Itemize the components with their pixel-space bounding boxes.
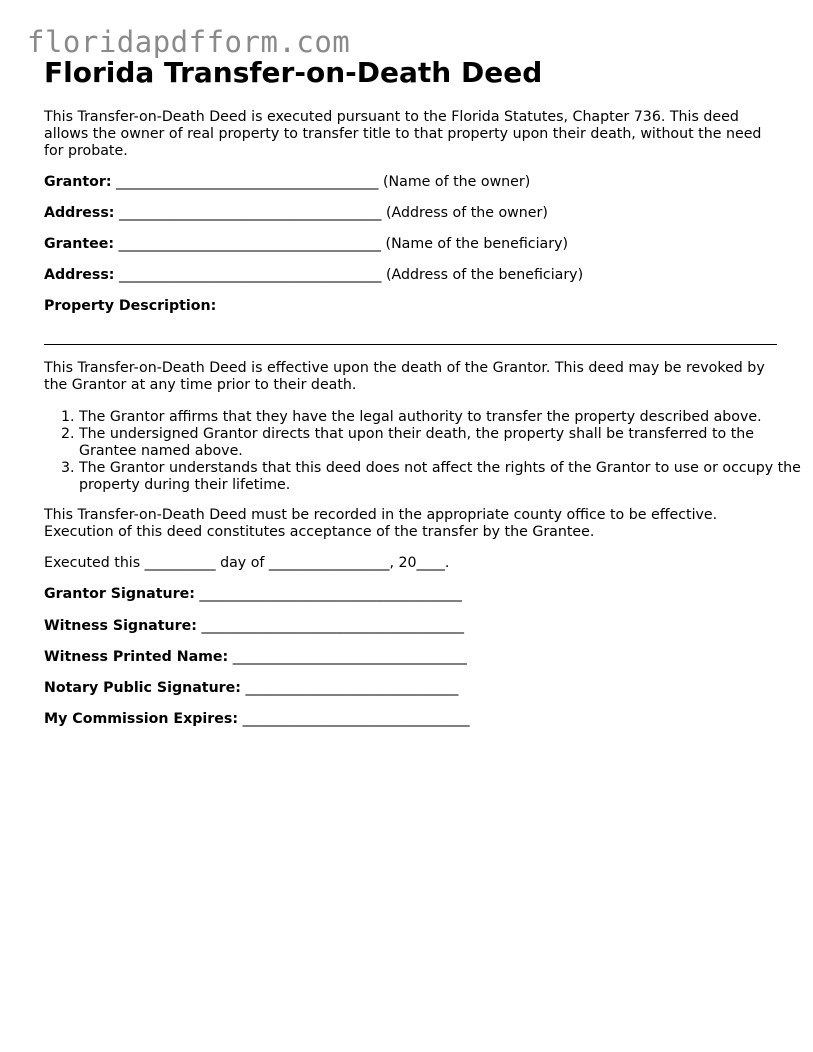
grantor-signature-line[interactable]: _____________________________________ [199, 586, 462, 602]
witness-signature-label: Witness Signature: [44, 618, 197, 634]
grantee-address-field [44, 267, 583, 284]
executed-date-line[interactable]: Executed this __________ day of _________________, 20____. [44, 555, 450, 571]
witness-signature-field [44, 618, 464, 635]
grantor-signature-label: Grantor Signature: [44, 586, 195, 602]
grantor-line[interactable]: _____________________________________ [116, 174, 379, 190]
notary-signature-label: Notary Public Signature: [44, 680, 241, 696]
watermark: floridapdfform.com [27, 25, 351, 59]
commission-expires-field [44, 711, 470, 728]
grantee-note: (Name of the beneficiary) [385, 236, 569, 252]
grantee-line[interactable]: _____________________________________ [118, 236, 382, 252]
grantee-label: Grantee: [44, 236, 115, 252]
property-description-field [44, 298, 216, 315]
intro-paragraph: This Transfer-on-Death Deed is executed pursuant to the Florida Statutes, Chapter 736. This deed allows the owner of real property to transfer title to that property upon their death, without the need for probate. [44, 109, 762, 159]
grantor-address-label: Address: [44, 205, 115, 221]
document-title: Florida Transfer-on-Death Deed [44, 56, 543, 89]
property-description-label: Property Description: [44, 298, 217, 314]
effective-paragraph: This Transfer-on-Death Deed is effective upon the death of the Grantor. This deed may be revoked by the Grantor at any time prior to their death. [44, 360, 765, 393]
grantor-signature-field [44, 586, 462, 603]
witness-signature-line[interactable]: _____________________________________ [201, 618, 464, 634]
witness-printed-name-field [44, 649, 467, 666]
recording-paragraph: This Transfer-on-Death Deed must be recorded in the appropriate county office to be effective. Execution of this deed constitutes acceptance of the transfer by the Grantee. [44, 507, 718, 540]
grantee-field [44, 236, 568, 253]
grantor-label: Grantor: [44, 174, 112, 190]
list-item: 2. The undersigned Grantor directs that upon their death, the property shall be transferred to the Grantee named above. [79, 426, 813, 460]
grantor-address-note: (Address of the owner) [385, 205, 548, 221]
grantee-address-note: (Address of the beneficiary) [385, 267, 584, 283]
grantor-note: (Name of the owner) [383, 174, 531, 190]
property-description-line[interactable] [44, 344, 777, 345]
grantor-address-line[interactable]: _____________________________________ [119, 205, 382, 221]
commission-expires-label: My Commission Expires: [44, 711, 239, 727]
notary-signature-field [44, 680, 458, 697]
commission-expires-line[interactable]: ________________________________ [242, 711, 470, 727]
witness-printed-name-label: Witness Printed Name: [44, 649, 229, 665]
list-item: 1. The Grantor affirms that they have the legal authority to transfer the property described above. [79, 409, 813, 426]
grantee-address-label: Address: [44, 267, 115, 283]
list-item: 3. The Grantor understands that this deed does not affect the rights of the Grantor to use or occupy the property during their lifetime. [79, 460, 813, 494]
witness-printed-name-line[interactable]: _________________________________ [232, 649, 467, 665]
grantee-address-line[interactable]: _____________________________________ [119, 267, 382, 283]
grantor-address-field [44, 205, 548, 222]
affirmations-list [44, 409, 813, 494]
notary-signature-line[interactable]: ______________________________ [245, 680, 459, 696]
grantor-field [44, 174, 530, 191]
